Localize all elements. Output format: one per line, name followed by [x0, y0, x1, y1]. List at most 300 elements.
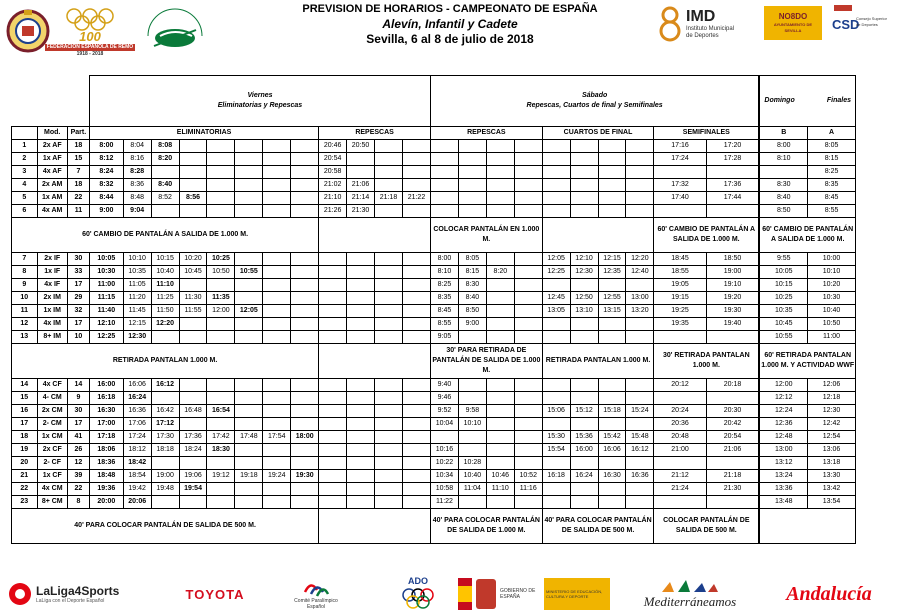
- repesca-fri-time: [402, 418, 430, 431]
- elim-time: 8:44: [89, 192, 123, 205]
- repesca-fri-time: [402, 392, 430, 405]
- participants: 30: [67, 405, 89, 418]
- modality: 4x CM: [37, 483, 67, 496]
- elim-time: [263, 205, 291, 218]
- repescas-saturday-header: REPESCAS: [431, 127, 543, 140]
- elim-time: [235, 392, 263, 405]
- cuartos-time: [598, 496, 626, 509]
- elim-time: 17:12: [151, 418, 179, 431]
- cuartos-time: [598, 331, 626, 344]
- repesca-sat-time: [514, 253, 542, 266]
- semi-time: 20:30: [706, 405, 759, 418]
- saturday-sublabel: Repescas, Cuartos de final y Semifinales: [526, 102, 663, 109]
- semi-time: 19:05: [654, 279, 706, 292]
- cuartos-time: 16:24: [570, 470, 598, 483]
- paralimpico-logo: Comité Paralímpico Español: [284, 574, 348, 614]
- elim-time: [263, 418, 291, 431]
- modality: 2x AM: [37, 179, 67, 192]
- elim-time: [179, 418, 207, 431]
- cuartos-time: [626, 418, 654, 431]
- elim-time: 17:54: [263, 431, 291, 444]
- cuartos-time: [598, 483, 626, 496]
- elim-time: 8:40: [151, 179, 179, 192]
- elim-time: 11:25: [151, 292, 179, 305]
- repesca-fri-time: 21:14: [347, 192, 375, 205]
- day-header-sunday: [760, 76, 856, 127]
- elim-time: 8:56: [179, 192, 207, 205]
- elim-time: [207, 392, 235, 405]
- elim-time: 17:06: [123, 418, 151, 431]
- elim-time: [291, 292, 319, 305]
- semi-time: 19:20: [706, 292, 759, 305]
- repesca-fri-time: 21:18: [375, 192, 403, 205]
- friday-sublabel: Eliminatorias y Repescas: [217, 102, 303, 109]
- elim-time: [291, 166, 319, 179]
- elim-time: 17:36: [179, 431, 207, 444]
- race-number: 22: [12, 483, 38, 496]
- cuartos-time: [626, 279, 654, 292]
- elim-time: 12:10: [89, 318, 123, 331]
- repesca-sat-time: 9:46: [431, 392, 459, 405]
- repesca-fri-time: [319, 483, 347, 496]
- repesca-fri-time: [375, 392, 403, 405]
- repesca-fri-time: [375, 305, 403, 318]
- repesca-sat-time: [514, 318, 542, 331]
- semi-time: 19:35: [654, 318, 706, 331]
- elim-time: [291, 418, 319, 431]
- elim-time: [263, 405, 291, 418]
- elim-time: [235, 253, 263, 266]
- repesca-fri-time: [347, 379, 375, 392]
- repesca-fri-time: [347, 483, 375, 496]
- elim-time: [235, 279, 263, 292]
- repesca-sat-time: [486, 379, 514, 392]
- repesca-sat-time: [514, 331, 542, 344]
- elim-time: 20:00: [89, 496, 123, 509]
- repesca-fri-time: [347, 431, 375, 444]
- repesca-sat-time: [486, 192, 514, 205]
- cuartos-time: [626, 457, 654, 470]
- elim-time: 12:15: [123, 318, 151, 331]
- elim-time: [179, 392, 207, 405]
- separator-row: [12, 344, 856, 379]
- race-number: 4: [12, 179, 38, 192]
- participants: 18: [67, 140, 89, 153]
- semi-time: 19:15: [654, 292, 706, 305]
- elim-time: 16:06: [123, 379, 151, 392]
- final-a-time: 12:30: [808, 405, 856, 418]
- cuartos-time: 12:35: [598, 266, 626, 279]
- semi-time: 19:40: [706, 318, 759, 331]
- repesca-fri-time: [347, 279, 375, 292]
- final-b-time: 12:36: [760, 418, 808, 431]
- elim-time: 16:48: [179, 405, 207, 418]
- repesca-fri-time: [375, 496, 403, 509]
- cuartos-time: 12:05: [542, 253, 570, 266]
- andalucia-logo: Andalucía: [786, 582, 872, 605]
- repesca-fri-time: [319, 418, 347, 431]
- race-number: 12: [12, 318, 38, 331]
- repesca-fri-time: [375, 253, 403, 266]
- elim-time: 8:32: [89, 179, 123, 192]
- repesca-sat-time: 10:22: [431, 457, 459, 470]
- elim-time: [207, 331, 235, 344]
- repesca-fri-time: [375, 418, 403, 431]
- repesca-sat-time: [514, 392, 542, 405]
- final-a-time: 10:20: [808, 279, 856, 292]
- final-b-time: 8:40: [760, 192, 808, 205]
- repesca-sat-time: [486, 305, 514, 318]
- elim-time: [291, 192, 319, 205]
- final-a-time: 8:05: [808, 140, 856, 153]
- semi-time: [706, 166, 759, 179]
- modality: 2- CF: [37, 457, 67, 470]
- fer-centenary-logo: 100 FEDERACION ESPAÑOLA DE REMO 1918 - 2018: [60, 2, 120, 62]
- final-a-time: 12:06: [808, 379, 856, 392]
- separator-saturday-semis: COLOCAR PANTALÁN DE SALIDA DE 500 M.: [654, 509, 759, 544]
- repesca-sat-time: [514, 166, 542, 179]
- svg-text:CSD: CSD: [832, 17, 860, 32]
- cuartos-time: [570, 457, 598, 470]
- cuartos-time: 12:45: [542, 292, 570, 305]
- day-header-friday: [89, 76, 430, 127]
- modality: 2x IF: [37, 253, 67, 266]
- semi-time: 21:18: [706, 470, 759, 483]
- table-row: [12, 292, 856, 305]
- participants: 39: [67, 470, 89, 483]
- repesca-fri-time: [402, 253, 430, 266]
- final-a-time: 10:10: [808, 266, 856, 279]
- elim-time: [291, 153, 319, 166]
- final-b-time: 8:50: [760, 205, 808, 218]
- schedule-table: [11, 75, 856, 544]
- repesca-sat-time: 8:45: [431, 305, 459, 318]
- cuartos-time: [542, 392, 570, 405]
- final-b-time: 13:00: [760, 444, 808, 457]
- elim-time: [151, 392, 179, 405]
- cuartos-time: 16:06: [598, 444, 626, 457]
- semi-time: 19:30: [706, 305, 759, 318]
- repesca-fri-time: [375, 266, 403, 279]
- elim-time: [207, 457, 235, 470]
- repesca-sat-time: 11:04: [458, 483, 486, 496]
- separator-saturday-cuartos: RETIRADA PANTALAN 1.000 M.: [542, 344, 654, 379]
- repesca-fri-time: [347, 331, 375, 344]
- race-number: 13: [12, 331, 38, 344]
- race-number: 18: [12, 431, 38, 444]
- table-row: [12, 379, 856, 392]
- race-number: 11: [12, 305, 38, 318]
- repesca-fri-time: [402, 431, 430, 444]
- repesca-sat-time: [514, 379, 542, 392]
- repesca-fri-time: [375, 179, 403, 192]
- elim-time: 19:18: [235, 470, 263, 483]
- cuartos-time: [542, 318, 570, 331]
- repesca-fri-time: [319, 444, 347, 457]
- semi-time: [654, 457, 706, 470]
- elim-time: [291, 405, 319, 418]
- elim-time: 10:20: [179, 253, 207, 266]
- race-number: 3: [12, 166, 38, 179]
- elim-time: 18:06: [89, 444, 123, 457]
- elim-time: [179, 496, 207, 509]
- semi-time: 18:50: [706, 253, 759, 266]
- repesca-sat-time: [486, 279, 514, 292]
- repesca-sat-time: 8:15: [458, 266, 486, 279]
- final-b-header: B: [760, 127, 808, 140]
- cuartos-time: [542, 483, 570, 496]
- repesca-sat-time: [486, 431, 514, 444]
- page-titles: [250, 3, 650, 47]
- modality: 4x CF: [37, 379, 67, 392]
- repesca-fri-time: [402, 305, 430, 318]
- elim-time: 10:15: [151, 253, 179, 266]
- final-b-time: 10:05: [760, 266, 808, 279]
- separator-saturday-repescas: 40' PARA COLOCAR PANTALÁN DE SALIDA DE 1.000 M.: [431, 509, 543, 544]
- table-row: [12, 331, 856, 344]
- repesca-sat-time: 8:55: [431, 318, 459, 331]
- repesca-fri-time: [319, 253, 347, 266]
- repesca-fri-time: [319, 279, 347, 292]
- table-row: [12, 166, 856, 179]
- elim-time: [291, 379, 319, 392]
- repesca-fri-time: [347, 166, 375, 179]
- repesca-fri-time: [347, 253, 375, 266]
- elim-time: 19:12: [207, 470, 235, 483]
- repesca-fri-time: [402, 266, 430, 279]
- modality: 1x IF: [37, 266, 67, 279]
- elim-time: [235, 496, 263, 509]
- final-b-time: 10:55: [760, 331, 808, 344]
- separator-friday: 40' PARA COLOCAR PANTALÁN DE SALIDA DE 500 M.: [12, 509, 319, 544]
- elim-time: 18:36: [89, 457, 123, 470]
- separator-sunday: 60' CAMBIO DE PANTALÁN A SALIDA DE 1.000 M.: [760, 218, 856, 253]
- repesca-sat-time: [486, 318, 514, 331]
- race-number: 16: [12, 405, 38, 418]
- repesca-sat-time: 10:34: [431, 470, 459, 483]
- elim-time: 20:06: [123, 496, 151, 509]
- day-header-saturday: [431, 76, 759, 127]
- cuartos-time: [542, 153, 570, 166]
- participants: 41: [67, 431, 89, 444]
- cuartos-time: [542, 179, 570, 192]
- repesca-fri-time: [347, 266, 375, 279]
- elim-time: [179, 318, 207, 331]
- part-header: Part.: [67, 127, 89, 140]
- elim-time: [291, 279, 319, 292]
- repesca-fri-time: [375, 405, 403, 418]
- participants: 9: [67, 392, 89, 405]
- repesca-fri-time: [347, 496, 375, 509]
- repesca-sat-time: [486, 253, 514, 266]
- elim-time: 16:42: [151, 405, 179, 418]
- elim-time: [151, 205, 179, 218]
- repesca-fri-time: [347, 418, 375, 431]
- repesca-sat-time: [458, 140, 486, 153]
- elim-time: 18:12: [123, 444, 151, 457]
- repesca-fri-time: [402, 496, 430, 509]
- table-row: [12, 153, 856, 166]
- final-a-time: 8:35: [808, 179, 856, 192]
- elim-time: [263, 392, 291, 405]
- elim-time: [263, 292, 291, 305]
- elim-time: [235, 331, 263, 344]
- elim-time: 19:30: [291, 470, 319, 483]
- elim-time: [291, 483, 319, 496]
- ayuntamiento-sevilla-logo: NO8DO AYUNTAMIENTO DE SEVILLA: [764, 6, 822, 40]
- cuartos-time: [570, 318, 598, 331]
- elim-time: 12:20: [151, 318, 179, 331]
- cuartos-time: [542, 192, 570, 205]
- final-a-time: 13:54: [808, 496, 856, 509]
- cuartos-time: 16:18: [542, 470, 570, 483]
- sunday-label: Domingo: [764, 97, 795, 104]
- participants: 26: [67, 444, 89, 457]
- race-number: 10: [12, 292, 38, 305]
- cuartos-time: [570, 496, 598, 509]
- participants: 30: [67, 253, 89, 266]
- repesca-sat-time: [514, 431, 542, 444]
- semi-time: 20:48: [654, 431, 706, 444]
- table-row: [12, 266, 856, 279]
- race-number: 14: [12, 379, 38, 392]
- repesca-fri-time: [319, 392, 347, 405]
- cuartos-time: 12:15: [598, 253, 626, 266]
- cuartos-time: [542, 457, 570, 470]
- repesca-fri-time: [402, 483, 430, 496]
- repesca-fri-time: [347, 292, 375, 305]
- cuartos-time: 13:15: [598, 305, 626, 318]
- final-a-time: 8:55: [808, 205, 856, 218]
- modality: 1x IM: [37, 305, 67, 318]
- page-header: [0, 0, 900, 70]
- elim-time: 19:06: [179, 470, 207, 483]
- table-row: [12, 318, 856, 331]
- elim-time: [263, 266, 291, 279]
- elim-time: [207, 418, 235, 431]
- cuartos-time: 13:00: [626, 292, 654, 305]
- semi-time: [654, 392, 706, 405]
- sub-header-row: [12, 127, 856, 140]
- repesca-fri-time: [375, 470, 403, 483]
- elim-time: 10:45: [179, 266, 207, 279]
- elim-time: 17:18: [89, 431, 123, 444]
- elim-time: [179, 379, 207, 392]
- elim-time: [151, 496, 179, 509]
- repesca-sat-time: 10:16: [431, 444, 459, 457]
- final-b-time: 13:48: [760, 496, 808, 509]
- repesca-sat-time: 9:40: [431, 379, 459, 392]
- elim-time: [263, 166, 291, 179]
- elim-time: [207, 279, 235, 292]
- elim-time: [179, 166, 207, 179]
- elim-time: [151, 166, 179, 179]
- elim-time: 8:52: [151, 192, 179, 205]
- repesca-fri-time: [375, 205, 403, 218]
- elim-time: [263, 457, 291, 470]
- repesca-sat-time: 8:35: [431, 292, 459, 305]
- elim-time: [235, 292, 263, 305]
- cuartos-time: 16:12: [626, 444, 654, 457]
- cuartos-time: [542, 140, 570, 153]
- table-row: [12, 305, 856, 318]
- elim-time: [207, 179, 235, 192]
- repesca-fri-time: [402, 470, 430, 483]
- elim-time: 12:05: [235, 305, 263, 318]
- cuartos-time: 15:36: [570, 431, 598, 444]
- repesca-sat-time: 11:10: [486, 483, 514, 496]
- elim-time: [235, 166, 263, 179]
- elim-time: 11:30: [179, 292, 207, 305]
- repesca-fri-time: [347, 470, 375, 483]
- repesca-sat-time: 10:28: [458, 457, 486, 470]
- elim-time: 12:00: [207, 305, 235, 318]
- final-b-time: 13:36: [760, 483, 808, 496]
- cuartos-time: 12:25: [542, 266, 570, 279]
- elim-time: [151, 457, 179, 470]
- sponsors-footer: [0, 572, 900, 615]
- elim-time: 11:40: [89, 305, 123, 318]
- elim-time: 8:04: [123, 140, 151, 153]
- repesca-sat-time: [486, 457, 514, 470]
- repesca-fri-time: [375, 140, 403, 153]
- participants: 15: [67, 153, 89, 166]
- table-row: [12, 431, 856, 444]
- repesca-sat-time: [514, 266, 542, 279]
- elim-time: 8:20: [151, 153, 179, 166]
- repesca-fri-time: [402, 457, 430, 470]
- elim-time: [235, 483, 263, 496]
- elim-time: 10:55: [235, 266, 263, 279]
- elim-time: 16:30: [89, 405, 123, 418]
- elim-time: 12:25: [89, 331, 123, 344]
- modality: 8+ IM: [37, 331, 67, 344]
- semi-time: 17:20: [706, 140, 759, 153]
- race-number: 17: [12, 418, 38, 431]
- imd-logo: IMD Instituto Municipal de Deportes: [660, 4, 755, 44]
- separator-saturday-semis: 30' RETIRADA PANTALAN 1.000 M.: [654, 344, 759, 379]
- separator-row: [12, 509, 856, 544]
- cuartos-time: [570, 166, 598, 179]
- cuartos-time: [570, 140, 598, 153]
- final-a-time: 12:42: [808, 418, 856, 431]
- cuartos-time: [570, 279, 598, 292]
- repesca-sat-time: 9:05: [431, 331, 459, 344]
- repesca-sat-time: [458, 153, 486, 166]
- semi-time: 17:24: [654, 153, 706, 166]
- elim-time: [235, 192, 263, 205]
- mediterraneamos-logo: Mediterráneamos: [630, 576, 750, 612]
- repesca-sat-time: [458, 496, 486, 509]
- elim-time: [179, 331, 207, 344]
- participants: 22: [67, 192, 89, 205]
- laliga-logo: LaLiga4Sports LaLiga con el Deporte Español: [8, 578, 133, 610]
- repesca-sat-time: 11:22: [431, 496, 459, 509]
- separator-saturday-semis: 60' CAMBIO DE PANTALÁN A SALIDA DE 1.000 M.: [654, 218, 759, 253]
- final-b-time: 8:10: [760, 153, 808, 166]
- elim-time: [207, 318, 235, 331]
- elim-time: [235, 205, 263, 218]
- race-number: 9: [12, 279, 38, 292]
- elim-time: 11:05: [123, 279, 151, 292]
- elim-time: 11:50: [151, 305, 179, 318]
- cuartos-time: [626, 496, 654, 509]
- repesca-sat-time: [514, 292, 542, 305]
- repesca-sat-time: 9:00: [458, 318, 486, 331]
- elim-time: [235, 140, 263, 153]
- elim-time: 8:24: [89, 166, 123, 179]
- saturday-label: Sábado: [581, 92, 608, 99]
